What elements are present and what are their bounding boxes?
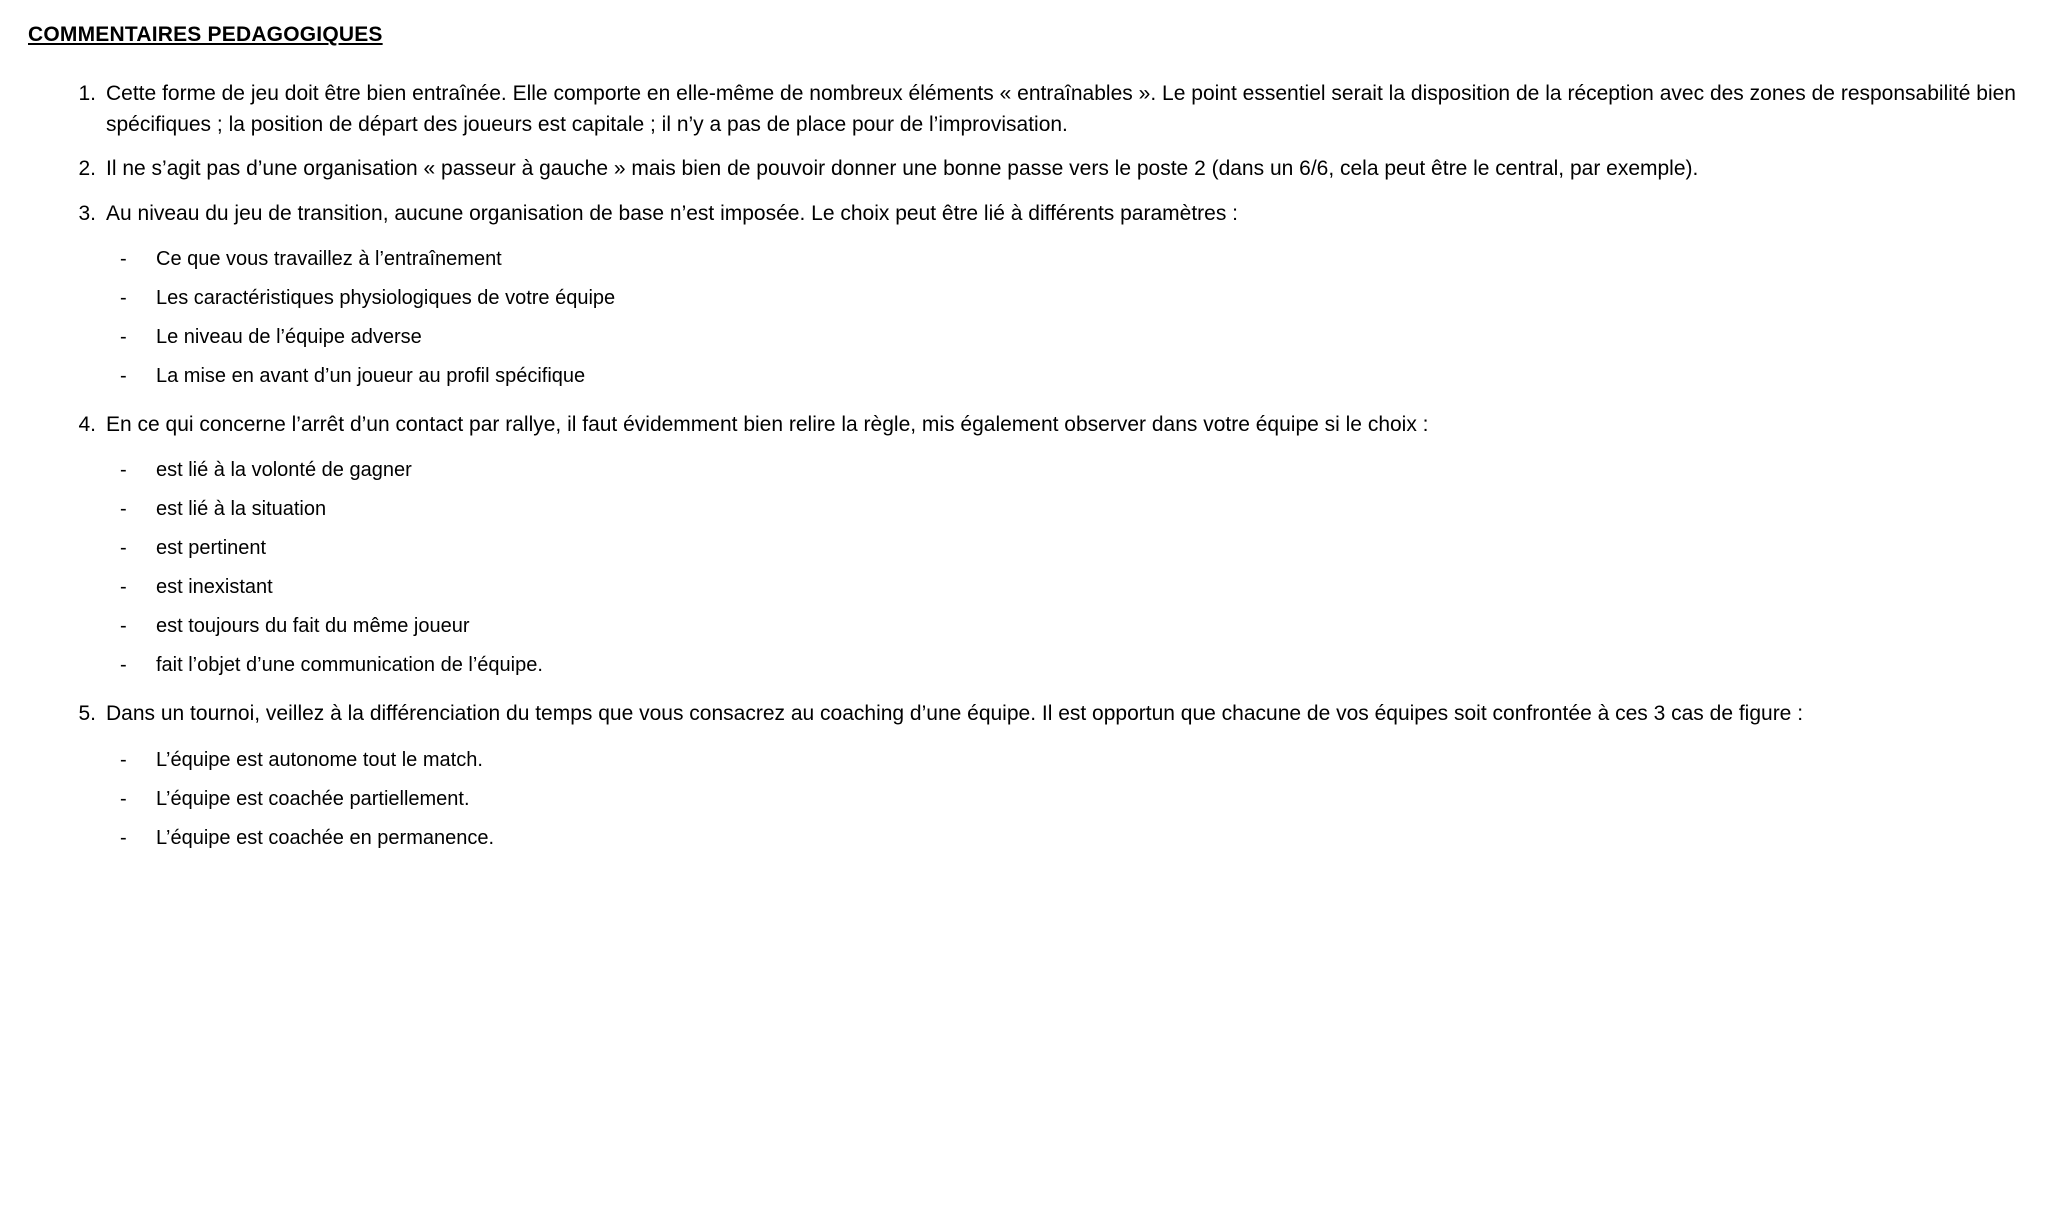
list-item-text: Il ne s’agit pas d’une organisation « passeur à gauche » mais bien de pouvoir donner une bonne passe vers le poste 2 (dans un 6/6, cela peut être le central, par exemple).	[106, 157, 1699, 181]
dash-marker-icon: -	[120, 459, 127, 482]
sub-list-item	[106, 327, 2016, 347]
sub-list	[106, 460, 2016, 675]
sub-list-item	[106, 577, 2016, 597]
dash-marker-icon: -	[120, 364, 127, 387]
sub-list-item	[106, 616, 2016, 636]
sub-list-item	[106, 460, 2016, 480]
sub-list	[106, 249, 2016, 386]
sub-list-item	[106, 366, 2016, 386]
list-item-text: Au niveau du jeu de transition, aucune organisation de base n’est imposée. Le choix peut être lié à différents paramètres :	[106, 201, 1238, 225]
dash-marker-icon: -	[120, 498, 127, 521]
numbered-list	[28, 79, 2016, 848]
list-item	[28, 410, 2016, 675]
list-item-number: 2.	[78, 157, 96, 181]
dash-marker-icon: -	[120, 615, 127, 638]
sub-list-item-label: Les caractéristiques physiologiques de votre équipe	[156, 286, 616, 309]
sub-list-item-label: La mise en avant d’un joueur au profil spécifique	[156, 364, 586, 387]
sub-list-item	[106, 789, 2016, 809]
list-item-text: Dans un tournoi, veillez à la différenciation du temps que vous consacrez au coaching d’une équipe. Il est opportun que chacune de vos équipes soit confrontée à ces 3 cas de figure :	[106, 702, 1804, 726]
dash-marker-icon: -	[120, 654, 127, 677]
dash-marker-icon: -	[120, 537, 127, 560]
sub-list-item-label: L’équipe est autonome tout le match.	[156, 748, 483, 771]
sub-list-item-label: est pertinent	[156, 537, 267, 560]
sub-list-item	[106, 750, 2016, 770]
sub-list-item-label: Le niveau de l’équipe adverse	[156, 325, 422, 348]
page-title: COMMENTAIRES PEDAGOGIQUES	[28, 23, 383, 46]
sub-list-item-label: L’équipe est coachée en permanence.	[156, 826, 495, 849]
list-item	[28, 79, 2016, 140]
sub-list-item-label: est toujours du fait du même joueur	[156, 615, 470, 638]
sub-list-item	[106, 538, 2016, 558]
dash-marker-icon: -	[120, 748, 127, 771]
sub-list-item-label: est lié à la volonté de gagner	[156, 459, 412, 482]
list-item	[28, 699, 2016, 847]
sub-list-item	[106, 499, 2016, 519]
list-item-number: 3.	[78, 201, 96, 225]
list-item-text: Cette forme de jeu doit être bien entraînée. Elle comporte en elle-même de nombreux éléments « entraînables ». Le point essentiel serait la disposition de la réception avec des zones de responsabilité bien spécifiques ; la position de départ des joueurs est capitale ; il n’y a pas de place pour de l’improvisation.	[106, 82, 2016, 136]
sub-list	[106, 750, 2016, 848]
dash-marker-icon: -	[120, 247, 127, 270]
dash-marker-icon: -	[120, 325, 127, 348]
sub-list-item	[106, 828, 2016, 848]
dash-marker-icon: -	[120, 576, 127, 599]
sub-list-item	[106, 655, 2016, 675]
dash-marker-icon: -	[120, 826, 127, 849]
list-item	[28, 199, 2016, 386]
list-item-number: 5.	[78, 702, 96, 726]
dash-marker-icon: -	[120, 787, 127, 810]
sub-list-item-label: Ce que vous travaillez à l’entraînement	[156, 247, 502, 270]
sub-list-item-label: est lié à la situation	[156, 498, 327, 521]
list-item-number: 4.	[78, 412, 96, 436]
sub-list-item-label: est inexistant	[156, 576, 273, 599]
sub-list-item	[106, 249, 2016, 269]
sub-list-item-label: L’équipe est coachée partiellement.	[156, 787, 470, 810]
dash-marker-icon: -	[120, 286, 127, 309]
list-item	[28, 154, 2016, 184]
list-item-text: En ce qui concerne l’arrêt d’un contact par rallye, il faut évidemment bien relire la règle, mis également observer dans votre équipe si le choix :	[106, 412, 1429, 436]
sub-list-item-label: fait l’objet d’une communication de l’équipe.	[156, 654, 543, 677]
list-item-number: 1.	[78, 82, 96, 106]
sub-list-item	[106, 288, 2016, 308]
